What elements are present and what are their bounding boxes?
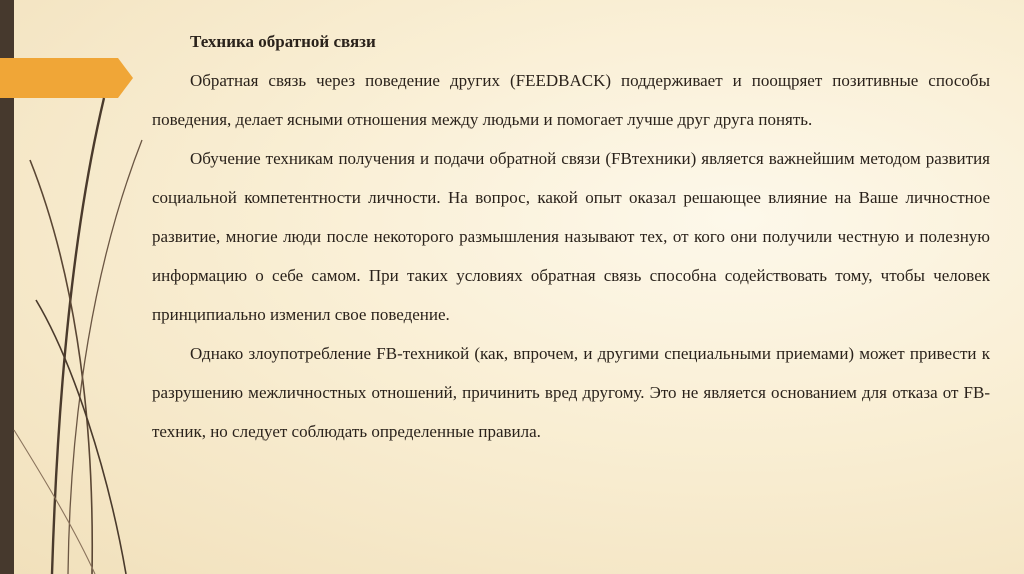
- decorative-swoosh-lines: [0, 0, 150, 574]
- orange-arrow-tab: [0, 58, 133, 98]
- swoosh-line: [52, 98, 104, 574]
- paragraph-feedback-intro: Обратная связь через поведение других (FEEDBACK) поддерживает и поощряет позитивные способы поведения, делает ясными отношения между людьми и помогает лучше друг друга понять.: [152, 71, 990, 129]
- slide-title: Техника обратной связи: [190, 32, 376, 51]
- swoosh-line: [36, 300, 126, 574]
- paragraph-fb-misuse: Однако злоупотребление FB-техникой (как, впрочем, и другими специальными приемами) может привести к разрушению межличностных отношений, причинить вред другому. Это не является основанием для отказа от FB-техник, но следует соблюдать определенные правила.: [152, 344, 990, 441]
- slide-content: [152, 22, 990, 451]
- paragraph-fb-training: Обучение техникам получения и подачи обратной связи (FBтехники) является важнейшим методом развития социальной компетентности личности. На вопрос, какой опыт оказал решающее влияние на Ваше личностное развитие, многие люди после некоторого размышления называют тех, от кого они получили честную и полезную информацию о себе самом. При таких условиях обратная связь способна содействовать тому, чтобы человек принципиально изменил свое поведение.: [152, 149, 990, 324]
- swoosh-line: [30, 160, 92, 574]
